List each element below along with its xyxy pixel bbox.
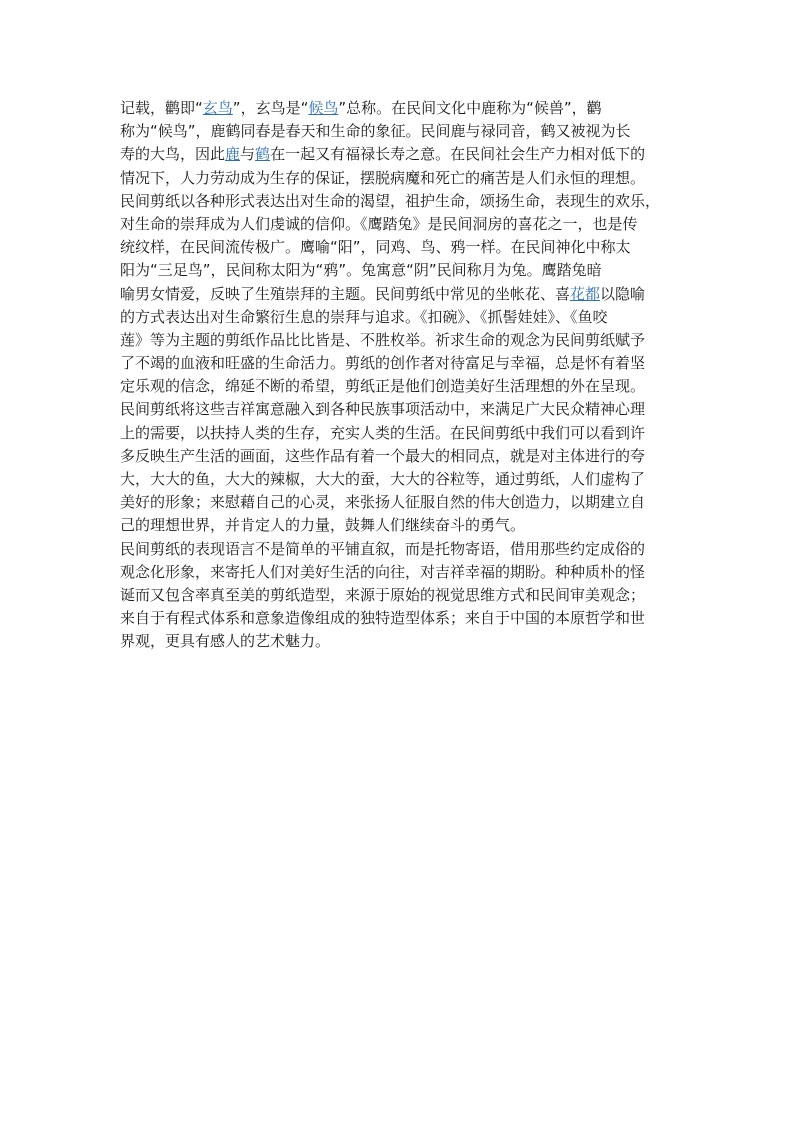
text-segment: 定乐观的信念，绵延不断的希望，剪纸正是他们创造美好生活理想的外在呈现。 [120,377,646,396]
text-segment: 了不竭的血液和旺盛的生命活力。剪纸的创作者对待富足与幸福，总是怀有着坚 [120,354,646,373]
text-line [120,375,690,398]
text-line [120,190,690,213]
hyperlink[interactable]: 鹿 [225,145,241,164]
text-segment: 统纹样，在民间流传极广。鹰喻“阳”，同鸡、鸟、鸦一样。在民间神化中称太 [120,238,631,257]
text-line [120,306,690,329]
text-segment: 对生命的崇拜成为人们虔诚的信仰。《鹰踏兔》是民间洞房的喜花之一，也是传 [120,214,638,233]
text-line [120,143,690,166]
hyperlink[interactable]: 花都 [570,284,601,303]
text-line [120,607,690,630]
text-segment: 己的理想世界，并肯定人的力量，鼓舞人们继续奋斗的勇气。 [120,516,526,535]
text-segment: 民间剪纸的表现语言不是简单的平铺直叙，而是托物寄语，借用那些约定成俗的 [120,539,646,558]
text-segment: 美好的形象；来慰藉自己的心灵，来张扬人征服自然的伟大创造力，以期建立自 [120,493,646,512]
text-segment: 以隐喻 [600,284,646,303]
text-segment: 观念化形象，来寄托人们对美好生活的向往，对吉祥幸福的期盼。种种质朴的怪 [120,562,646,581]
text-segment: 与 [240,145,256,164]
hyperlink[interactable]: 鹤 [255,145,271,164]
text-line [120,445,690,468]
text-line [120,236,690,259]
body-text [120,97,690,654]
text-segment: 来自于有程式体系和意象造像组成的独特造型体系；来自于中国的本原哲学和世 [120,609,646,628]
text-line [120,630,690,653]
text-line [120,120,690,143]
text-segment: 称为“候鸟”，鹿鹤同春是春天和生命的象征。民间鹿与禄同音，鹤又被视为长 [120,122,631,141]
text-line [120,97,690,120]
text-line [120,422,690,445]
text-segment: ”总称。在民间文化中鹿称为“候兽”，鹳 [338,99,602,117]
text-line [120,352,690,375]
text-segment: 寿的大鸟，因此 [120,145,226,164]
text-segment: 莲》等为主题的剪纸作品比比皆是、不胜枚举。祈求生命的观念为民间剪纸赋予 [120,330,646,349]
text-segment: 喻男女情爱，反映了生殖崇拜的主题。民间剪纸中常见的坐帐花、喜 [120,284,571,303]
text-line [120,167,690,190]
text-segment: 情况下，人力劳动成为生存的保证，摆脱病魔和死亡的痛苦是人们永恒的理想。 [120,168,646,187]
text-segment: 诞而又包含率真至美的剪纸造型，来源于原始的视觉思维方式和民间审美观念； [120,585,646,604]
text-segment: 民间剪纸将这些吉祥寓意融入到各种民族事项活动中，来满足广大民众精神心理 [120,400,646,419]
text-line [120,538,690,561]
text-line [120,584,690,607]
text-line [120,283,690,306]
text-segment: 的方式表达出对生命繁衍生息的崇拜与追求。《扣碗》、《抓髻娃娃》、《鱼咬 [120,307,608,326]
text-segment: 上的需要，以扶持人类的生存，充实人类的生活。在民间剪纸中我们可以看到许 [120,423,646,442]
text-line [120,468,690,491]
text-line [120,329,690,352]
text-segment: 多反映生产生活的画面，这些作品有着一个最大的相同点，就是对主体进行的夸 [120,446,646,465]
text-line [120,561,690,584]
text-segment: 阳为“三足鸟”，民间称太阳为“鸦”。兔寓意“阴”民间称月为兔。鹰踏兔暗 [120,261,602,280]
text-line [120,213,690,236]
text-segment: 大，大大的鱼，大大的辣椒，大大的蚕，大大的谷粒等，通过剪纸，人们虚构了 [120,470,646,488]
hyperlink[interactable]: 候鸟 [308,99,339,117]
text-line [120,259,690,282]
hyperlink[interactable]: 玄鸟 [202,99,233,117]
text-line [120,491,690,514]
text-segment: 民间剪纸以各种形式表达出对生命的渴望，祖护生命，颂扬生命，表现生的欢乐， [120,191,661,210]
text-segment: 界观，更具有感人的艺术魅力。 [120,632,331,651]
text-segment: 在一起又有福禄长寿之意。在民间社会生产力相对低下的 [270,145,646,164]
text-segment: ”，玄鸟是“ [232,99,309,117]
text-line [120,398,690,421]
text-line [120,514,690,537]
text-segment: 记载，鹳即“ [120,99,203,117]
